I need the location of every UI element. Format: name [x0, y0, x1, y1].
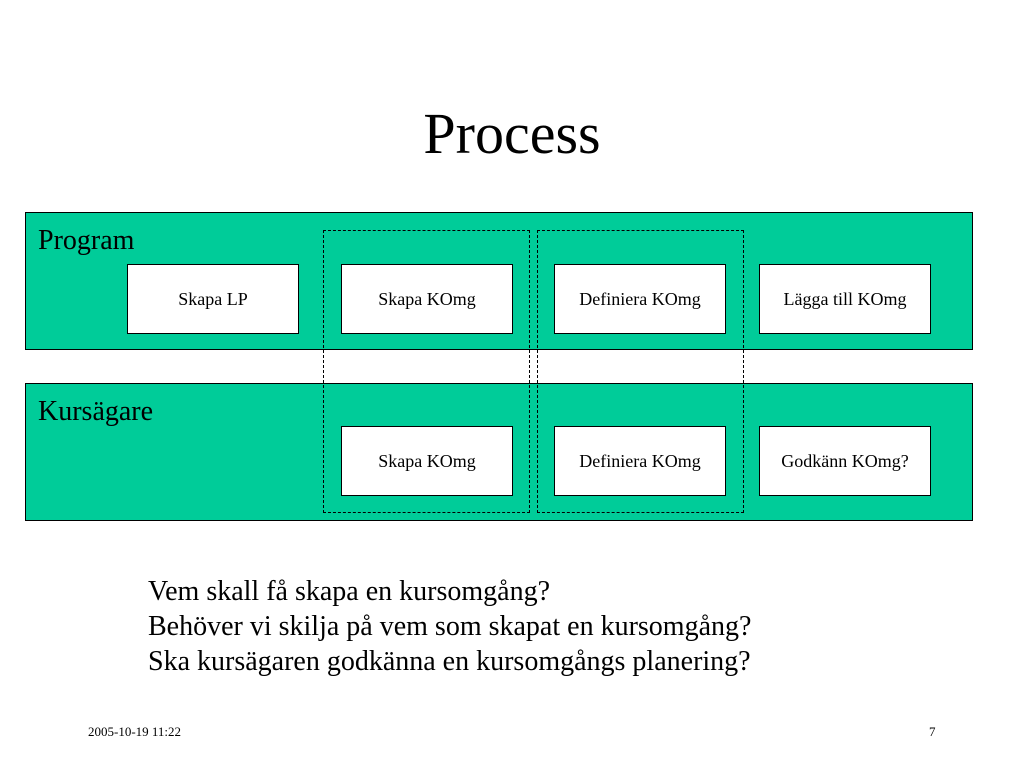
dashed-group-definiera — [537, 230, 744, 513]
question-1: Vem skall få skapa en kursomgång? — [148, 576, 550, 607]
question-2: Behöver vi skilja på vem som skapat en kursomgång? — [148, 611, 752, 642]
footer-page-number: 7 — [929, 724, 936, 739]
box-kursagare-skapa-komg: Skapa KOmg — [341, 426, 513, 496]
box-kursagare-definiera-komg: Definiera KOmg — [554, 426, 726, 496]
questions-list — [148, 574, 751, 679]
question-3: Ska kursägaren godkänna en kursomgångs planering? — [148, 646, 751, 677]
lane-label-kursagare: Kursägare — [38, 396, 154, 427]
slide-title: Process — [423, 101, 601, 166]
box-program-definiera-komg: Definiera KOmg — [554, 264, 726, 334]
lane-label-program: Program — [38, 225, 135, 256]
box-program-skapa-lp: Skapa LP — [127, 264, 299, 334]
box-program-skapa-komg: Skapa KOmg — [341, 264, 513, 334]
box-program-lagga-till-komg: Lägga till KOmg — [759, 264, 931, 334]
dashed-group-skapa — [323, 230, 530, 513]
footer-date: 2005-10-19 11:22 — [88, 724, 182, 739]
box-kursagare-godkann-komg: Godkänn KOmg? — [759, 426, 931, 496]
